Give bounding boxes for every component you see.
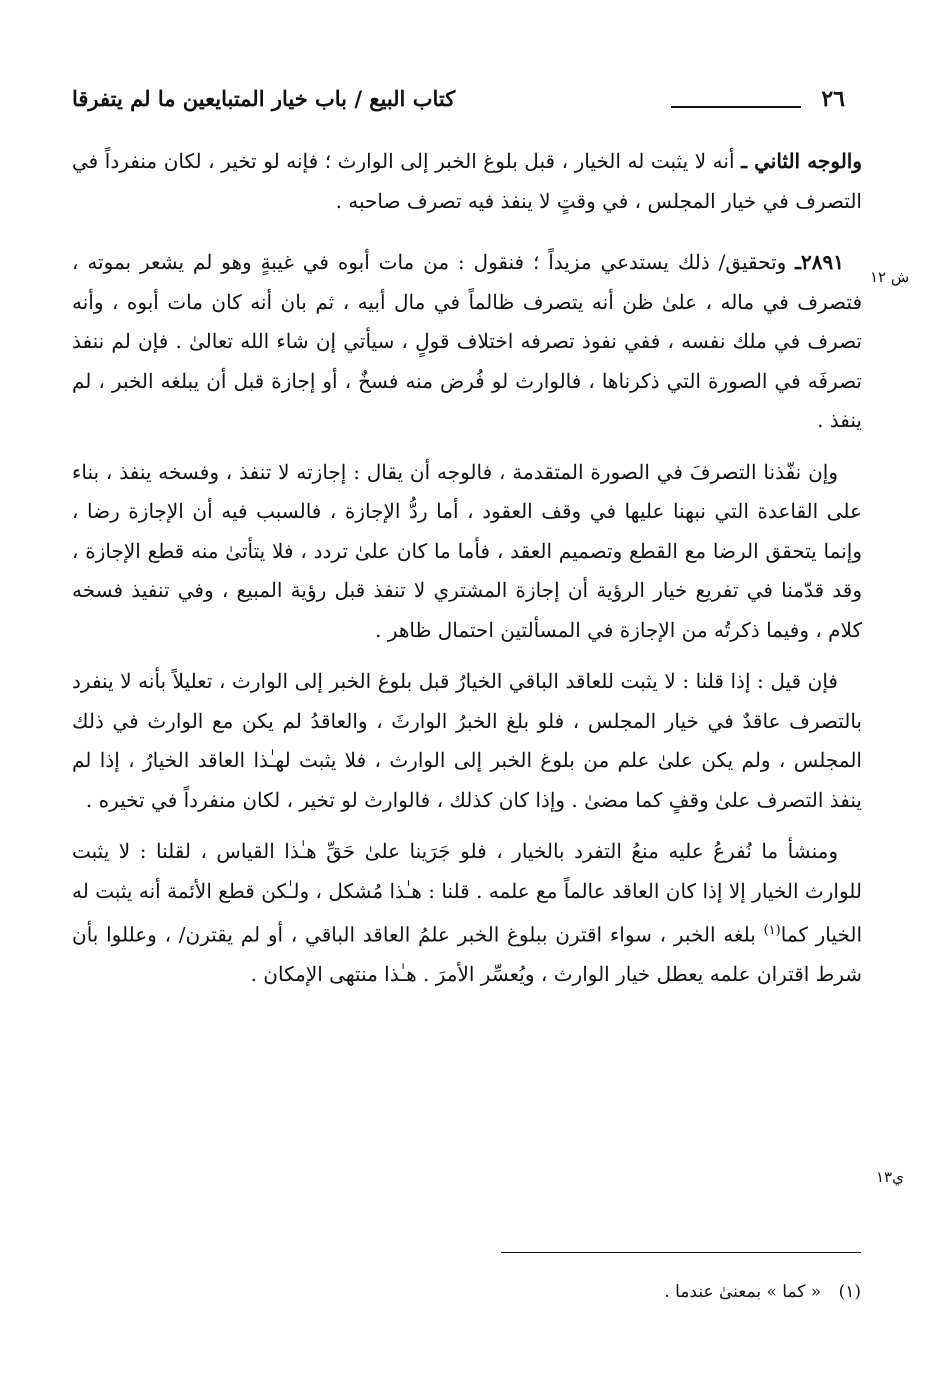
header-title: كتاب البيع / باب خيار المتبايعين ما لم يتفرقا [72,86,456,111]
issue-number: ٢٨٩١ـ [795,250,844,274]
paragraph-4 [72,662,862,820]
paragraph-text: فإن قيل : إذا قلنا : لا يثبت للعاقد الباقي الخيارُ قبل بلوغ الخبر إلى الوارث ، تعليلاً بأنه لا ينفرد بالتصرف عاقدٌ في خيار المجلس ، فلو بلغ الخبرُ الوارثَ ، والعاقدُ لم يكن مع الوارث في ذلك المجلس ، ولم يكن علىٰ علم من بلوغ الخبر إلى الوارث ، فلا يثبت لهـٰذا العاقد الخيارُ ، إذا لم ينفذ التصرف علىٰ وقفٍ كما مضىٰ . وإذا كان كذلك ، فالوارث لو تخير ، لكان منفرداً في تخيره . [72,669,862,812]
footnote-rule [501,1252,861,1253]
paragraph-text: ومنشأ ما نُفرعُ عليه منعُ التفرد بالخيار ، فلو جَرَينا علىٰ حَقِّ هـٰذا القياس ، لقلنا : لا يثبت للوارث الخيار إلا إذا كان العاقد عالماً مع علمه . قلنا : هـٰذا مُشكل ، ولـٰكن قطع الأئمة أنه يثبت له الخيار كما [72,839,862,947]
header-rule [671,106,801,108]
footnote [664,1282,861,1302]
main-text [72,142,862,1007]
margin-note-y13: ي١٣ [876,1168,904,1186]
running-header [72,86,845,126]
paragraph-text: وتحقيق/ ذلك يستدعي مزيداً ؛ فنقول : من مات أبوه في غيبةٍ وهو لم يشعر بموته ، فتصرف في ماله ، علىٰ ظن أنه يتصرف ظالماً في مال أبيه ، ثم بان أنه كان مات أبوه ، وأنه تصرف في ملك نفسه ، ففي نفوذ تصرفه اختلاف قولٍ ، سيأتي إن شاء الله تعالىٰ . فإن لم ننفذ تصرفَه في الصورة التي ذكرناها ، فالوارث لو فُرض منه فسخٌ ، أو إجازة قبل أن يبلغه الخبر ، لم ينفذ . [72,250,862,432]
footnote-text: « كما » بمعنىٰ عندما . [664,1282,822,1302]
footnote-reference[interactable]: (١) [763,923,781,938]
paragraph-2 [72,243,862,441]
paragraph-3 [72,453,862,651]
footnote-number: (١) [838,1282,861,1302]
paragraph-1 [72,142,862,221]
paragraph-text: أنه لا يثبت له الخيار ، قبل بلوغ الخبر إلى الوارث ؛ فإنه لو تخير ، لكان منفرداً في التصرف في خيار المجلس ، في وقتٍ لا ينفذ فيه تصرف صاحبه . [72,149,862,213]
paragraph-5 [72,832,862,995]
paragraph-text: وإن نفّذنا التصرفَ في الصورة المتقدمة ، فالوجه أن يقال : إجازته لا تنفذ ، وفسخه ينفذ ، بناء على القاعدة التي نبهنا عليها في وقف العقود ، أما ردُّ الإجازة ، فالسبب فيه أن الإجازة رضا ، وإنما يتحقق الرضا مع القطع وتصميم العقد ، فأما ما كان علىٰ تردد ، فلا يتأتىٰ منه قطع الإجازة ، وقد قدّمنا في تفريع خيار الرؤية أن إجازة المشتري لا تنفذ قبل رؤية المبيع ، وفي تنفيذ فسخه كلام ، وفيما ذكرتُه من الإجازة في المسألتين احتمال ظاهر . [72,459,862,642]
paragraph-lead: والوجه الثاني ـ [741,149,862,173]
margin-note-sh12: ش ١٢ [870,268,910,286]
paragraph-text: بلغه الخبر ، سواء اقترن ببلوغ الخبر علمُ العاقد الباقي ، أو لم يقترن/ ، وعللوا بأن شرط اقتران علمه يعطل خيار الوارث ، ويُعسِّر الأمرَ . هـٰذا منتهى الإمكان . [72,922,862,987]
page-number: ٢٦ [821,86,845,112]
